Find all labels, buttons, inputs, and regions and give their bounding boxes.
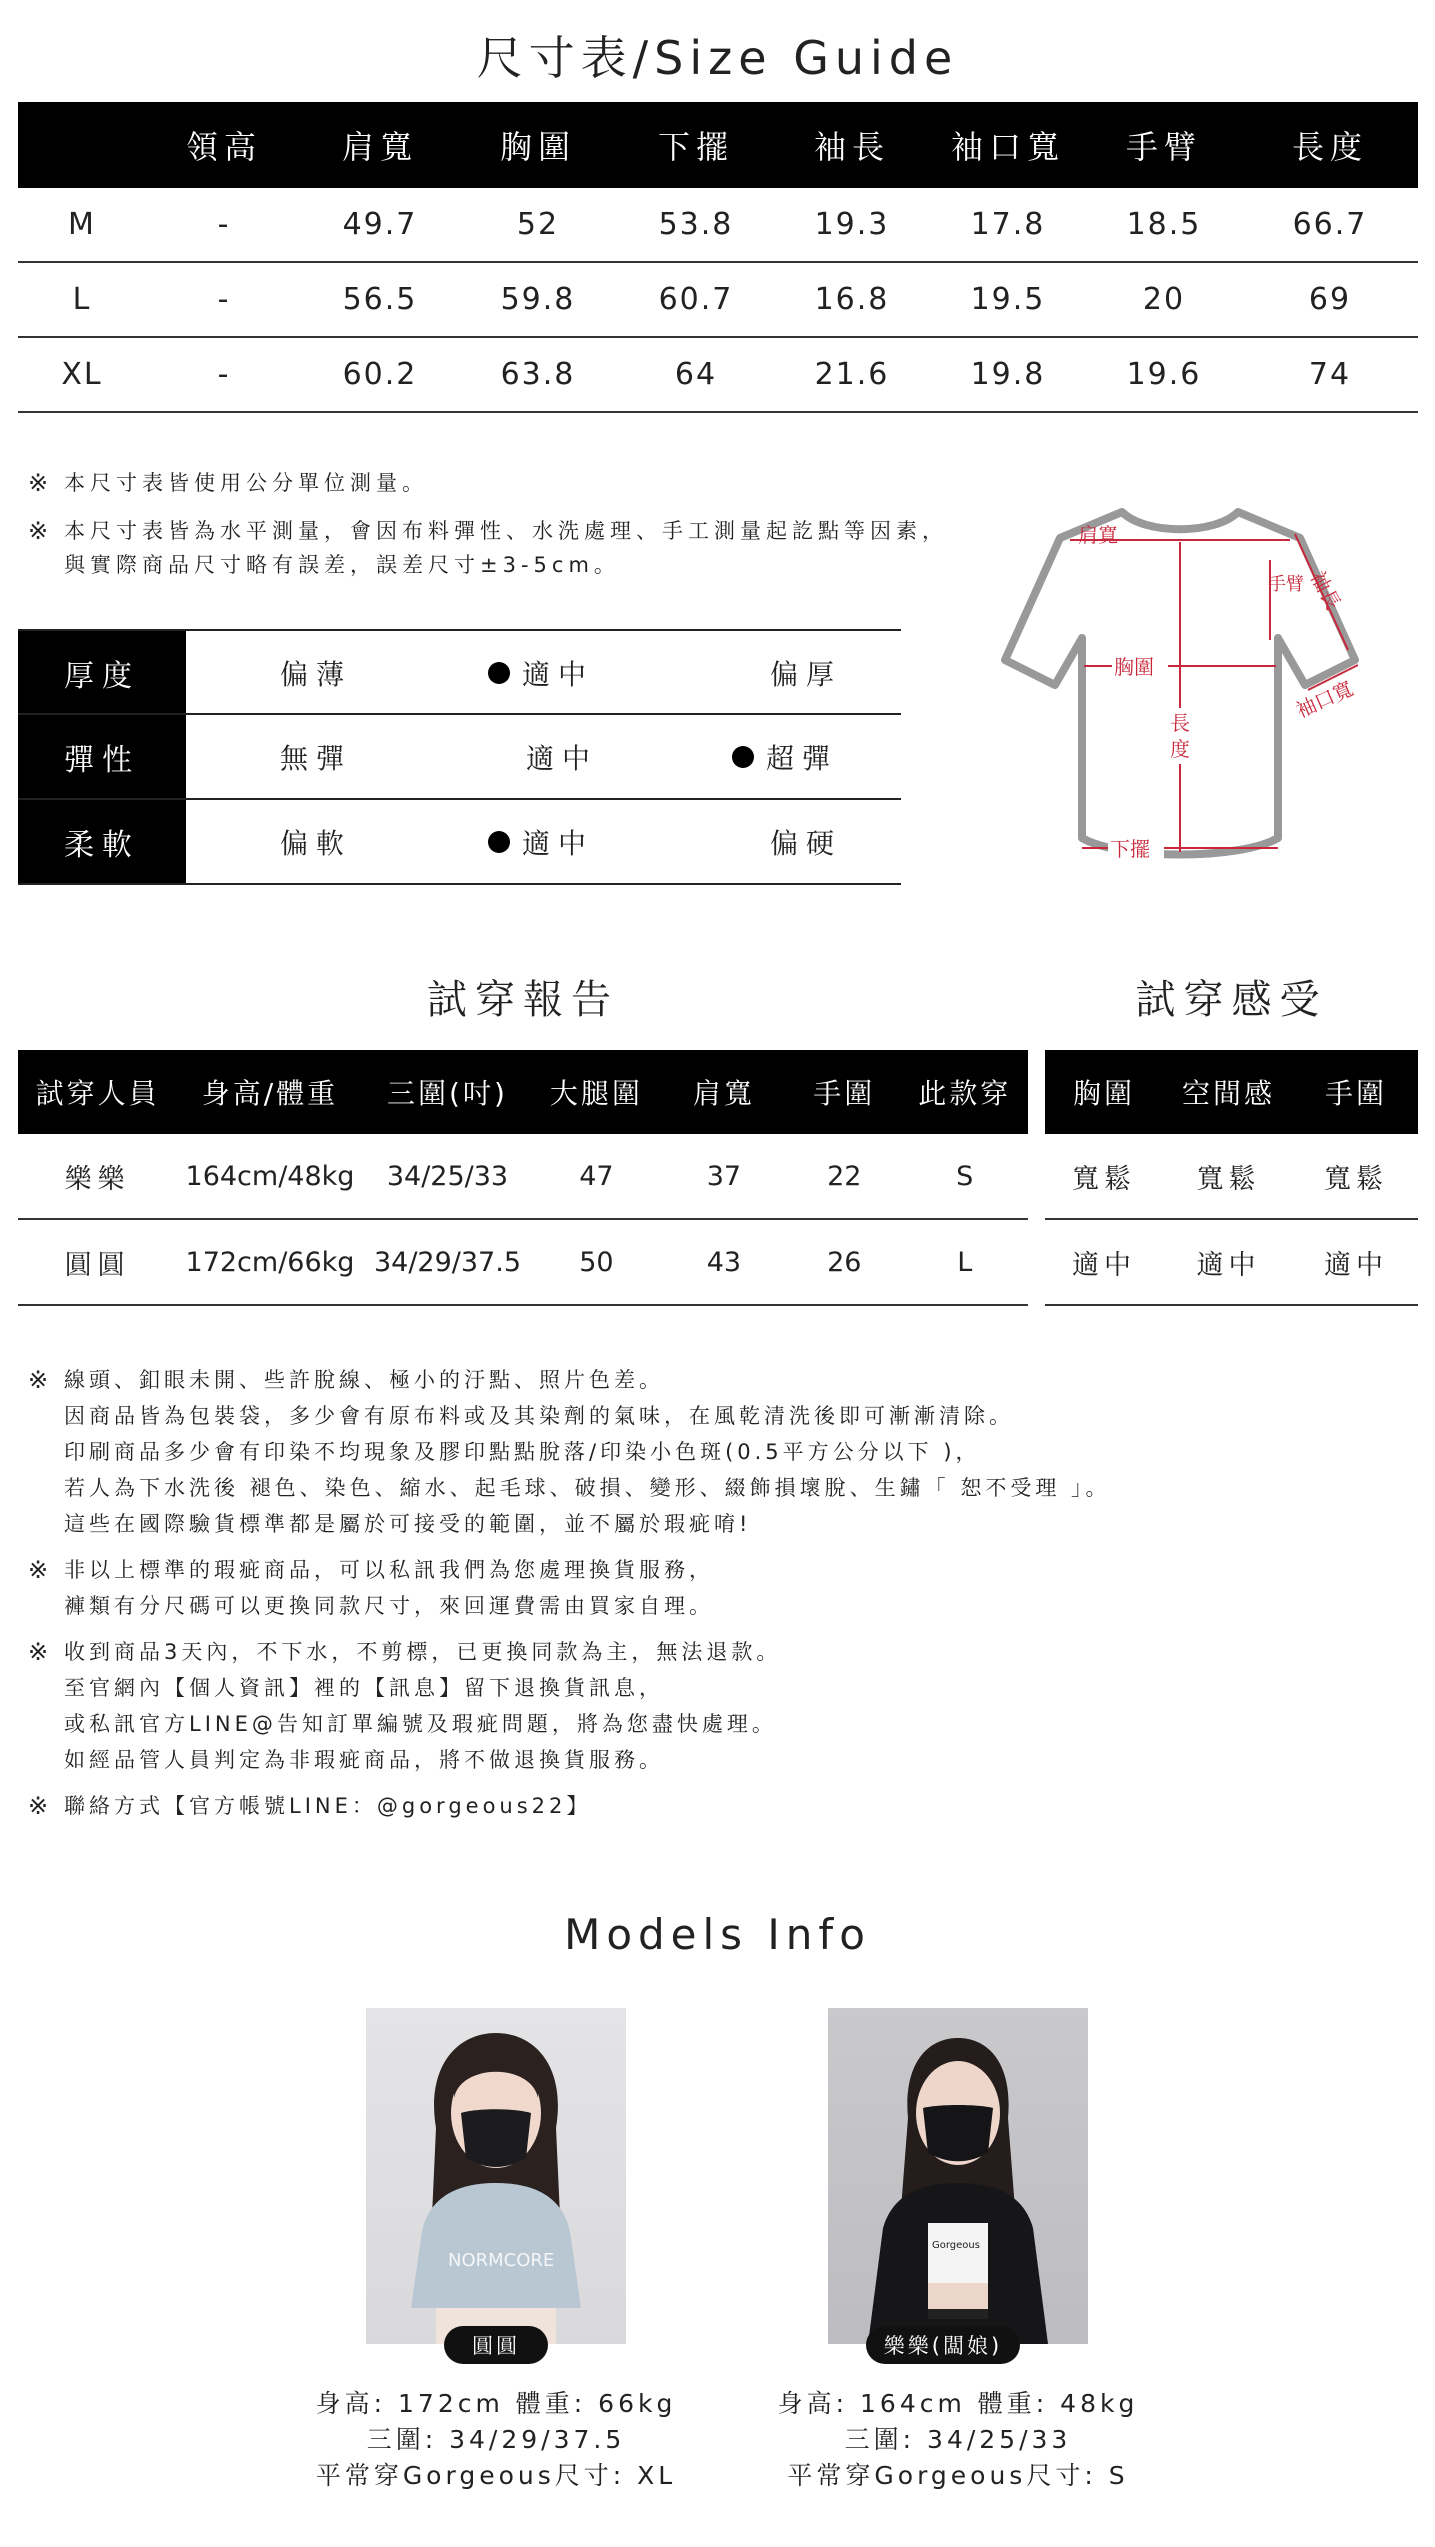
table-row xyxy=(1045,1219,1418,1305)
policy-line: 非以上標準的瑕疵商品，可以私訊我們為您處理換貨服務， xyxy=(64,1558,714,1582)
table-cell: 19.6 xyxy=(1086,337,1242,412)
measure-note-1 xyxy=(28,466,428,500)
model-height-weight: 身高: 172cm 體重: 66kg xyxy=(315,2389,677,2418)
note-mark: ※ xyxy=(28,1792,53,1820)
attr-option-selected xyxy=(488,631,594,714)
attr-option xyxy=(280,715,352,798)
table-cell: 59.8 xyxy=(458,262,618,337)
attr-label: 彈性 xyxy=(18,715,186,798)
try-header-cell: 此款穿 xyxy=(901,1050,1028,1134)
diagram-label-length: 長度 xyxy=(1170,711,1190,761)
policy-line: 收到商品3天內，不下水，不剪標，已更換同款為主，無法退款。 xyxy=(64,1640,782,1664)
table-cell: 49.7 xyxy=(302,188,458,262)
size-header-cell: 肩寬 xyxy=(302,102,458,188)
table-cell: 18.5 xyxy=(1086,188,1242,262)
attr-label: 厚度 xyxy=(18,631,186,714)
diagram-label-shoulder: 肩寬 xyxy=(1078,523,1118,547)
model-tag-1: 圓圓 xyxy=(444,2326,548,2364)
note-mark: ※ xyxy=(28,469,54,497)
attr-option-text: 適中 xyxy=(526,741,599,775)
tshirt-measure-diagram xyxy=(970,490,1390,890)
attr-row-thickness xyxy=(18,629,901,714)
table-row xyxy=(18,1219,1028,1305)
feel-header-cell: 胸圍 xyxy=(1045,1050,1163,1134)
feel-header-cell: 手圍 xyxy=(1294,1050,1418,1134)
model-usual-size: 平常穿Gorgeous尺寸: XL xyxy=(315,2461,677,2490)
table-cell: 適中 xyxy=(1045,1219,1163,1305)
try-report-table xyxy=(18,1050,1028,1306)
policy-group xyxy=(28,1788,1111,1824)
table-cell: 19.8 xyxy=(930,337,1086,412)
table-cell: 19.5 xyxy=(930,262,1086,337)
table-cell: 60.2 xyxy=(302,337,458,412)
attr-option xyxy=(770,631,842,714)
table-cell: 47 xyxy=(532,1134,661,1219)
table-cell: 16.8 xyxy=(774,262,930,337)
table-cell: 172cm/66kg xyxy=(177,1219,363,1305)
attr-option-text: 無彈 xyxy=(280,741,353,775)
attr-option xyxy=(280,800,352,883)
attr-option-text: 偏硬 xyxy=(770,826,843,860)
size-header-cell: 下擺 xyxy=(618,102,774,188)
policy-line: 或私訊官方LINE@告知訂單編號及瑕疵問題，將為您盡快處理。 xyxy=(64,1712,777,1736)
note-text: 本尺寸表皆為水平測量，會因布料彈性、水洗處理、手工測量起訖點等因素， xyxy=(64,519,948,543)
policy-line: 如經品管人員判定為非瑕疵商品，將不做退換貨服務。 xyxy=(64,1748,664,1772)
policy-line: 因商品皆為包裝袋，多少會有原布料或及其染劑的氣味，在風乾清洗後即可漸漸清除。 xyxy=(64,1404,1014,1428)
try-header-cell: 手圍 xyxy=(787,1050,901,1134)
size-guide-title: 尺寸表/Size Guide xyxy=(476,31,959,85)
diagram-label-arm: 手臂 xyxy=(1268,574,1304,595)
attr-label: 柔軟 xyxy=(18,800,186,883)
model-usual-size: 平常穿Gorgeous尺寸: S xyxy=(787,2461,1129,2490)
diagram-label-sleeve: 袖長 xyxy=(1305,567,1346,614)
try-feel-table xyxy=(1045,1050,1418,1306)
note-text: 與實際商品尺寸略有誤差，誤差尺寸±3-5cm。 xyxy=(64,553,620,577)
attr-option-text: 偏薄 xyxy=(280,657,353,691)
policy-notes xyxy=(28,1362,1111,1834)
table-cell: 圓圓 xyxy=(18,1219,177,1305)
attr-option-text: 適中 xyxy=(522,657,595,691)
attr-option-text: 適中 xyxy=(522,826,595,860)
policy-group xyxy=(28,1362,1111,1542)
feel-header-cell: 空間感 xyxy=(1163,1050,1294,1134)
attr-row-softness xyxy=(18,798,901,885)
try-header-cell: 試穿人員 xyxy=(18,1050,177,1134)
attr-option-selected xyxy=(488,800,594,883)
table-cell: - xyxy=(146,262,302,337)
size-label-cell: XL xyxy=(18,337,146,412)
attr-option-text: 偏軟 xyxy=(280,826,353,860)
model-info-1 xyxy=(256,2386,736,2494)
try-header-cell: 身高/體重 xyxy=(177,1050,363,1134)
table-cell: 19.3 xyxy=(774,188,930,262)
model-info-2 xyxy=(718,2386,1198,2494)
diagram-label-chest: 胸圍 xyxy=(1114,655,1154,679)
size-header-cell: 手臂 xyxy=(1086,102,1242,188)
policy-line: 印刷商品多少會有印染不均現象及膠印點點脫落/印染小色斑(0.5平方公分以下 )， xyxy=(64,1440,981,1464)
size-header-cell: 袖口寬 xyxy=(930,102,1086,188)
note-text: 本尺寸表皆使用公分單位測量。 xyxy=(64,471,428,495)
model-photo-2 xyxy=(828,2008,1088,2344)
table-cell: 50 xyxy=(532,1219,661,1305)
attr-row-elasticity xyxy=(18,713,901,798)
table-cell: 22 xyxy=(787,1134,901,1219)
table-cell: - xyxy=(146,188,302,262)
attr-option-selected xyxy=(732,715,838,798)
note-mark: ※ xyxy=(28,517,54,545)
note-mark: ※ xyxy=(28,1638,53,1666)
attr-option-text: 偏厚 xyxy=(770,657,843,691)
table-cell: 60.7 xyxy=(618,262,774,337)
table-cell: 21.6 xyxy=(774,337,930,412)
models-title: Models Info xyxy=(564,1910,871,1959)
try-header-cell: 三圍(吋) xyxy=(363,1050,532,1134)
size-table xyxy=(18,102,1418,413)
policy-line: 若人為下水洗後 褪色、染色、縮水、起毛球、破損、變形、綴飾損壞脫、生鏽「 恕不受理 」。 xyxy=(64,1476,1111,1500)
table-cell: 寬鬆 xyxy=(1294,1134,1418,1219)
table-cell: 53.8 xyxy=(618,188,774,262)
policy-group xyxy=(28,1552,1111,1624)
try-feel-title: 試穿感受 xyxy=(1135,977,1328,1023)
table-row xyxy=(18,188,1418,262)
try-report-header xyxy=(18,1050,1028,1134)
shirt-print: NORMCORE xyxy=(448,2250,555,2271)
size-table-header xyxy=(18,102,1418,188)
size-header-cell: 袖長 xyxy=(774,102,930,188)
table-cell: 17.8 xyxy=(930,188,1086,262)
note-mark: ※ xyxy=(28,1556,53,1584)
table-cell: 37 xyxy=(661,1134,788,1219)
table-cell: 64 xyxy=(618,337,774,412)
attr-option xyxy=(526,715,598,798)
try-header-cell: 肩寬 xyxy=(661,1050,788,1134)
try-header-cell: 大腿圍 xyxy=(532,1050,661,1134)
table-cell: 適中 xyxy=(1163,1219,1294,1305)
table-cell: 寬鬆 xyxy=(1163,1134,1294,1219)
attr-option xyxy=(770,800,842,883)
attr-option xyxy=(280,631,352,714)
table-cell: 寬鬆 xyxy=(1045,1134,1163,1219)
table-cell: 20 xyxy=(1086,262,1242,337)
selected-dot-icon xyxy=(732,746,754,768)
table-cell: 63.8 xyxy=(458,337,618,412)
table-row xyxy=(18,1134,1028,1219)
table-cell: 52 xyxy=(458,188,618,262)
size-header-cell: 長度 xyxy=(1242,102,1418,188)
table-cell: 164cm/48kg xyxy=(177,1134,363,1219)
try-feel-header xyxy=(1045,1050,1418,1134)
table-cell: S xyxy=(901,1134,1028,1219)
table-row xyxy=(18,337,1418,412)
model-height-weight: 身高: 164cm 體重: 48kg xyxy=(777,2389,1139,2418)
model-measurements: 三圍: 34/25/33 xyxy=(844,2425,1072,2454)
size-header-cell xyxy=(18,102,146,188)
selected-dot-icon xyxy=(488,662,510,684)
size-label-cell: L xyxy=(18,262,146,337)
table-cell: 34/25/33 xyxy=(363,1134,532,1219)
table-row xyxy=(18,262,1418,337)
size-label-cell: M xyxy=(18,188,146,262)
model-measurements: 三圍: 34/29/37.5 xyxy=(366,2425,626,2454)
attr-option-text: 超彈 xyxy=(766,741,839,775)
table-cell: 56.5 xyxy=(302,262,458,337)
policy-line: 線頭、釦眼未開、些許脫線、極小的汙點、照片色差。 xyxy=(64,1368,664,1392)
diagram-label-hem: 下擺 xyxy=(1110,837,1150,861)
table-cell: 74 xyxy=(1242,337,1418,412)
policy-line: 褲類有分尺碼可以更換同款尺寸，來回運費需由買家自理。 xyxy=(64,1594,714,1618)
model-photo-1 xyxy=(366,2008,626,2344)
table-cell: 66.7 xyxy=(1242,188,1418,262)
note-mark: ※ xyxy=(28,1366,53,1394)
policy-line: 這些在國際驗貨標準都是屬於可接受的範圍，並不屬於瑕疵唷! xyxy=(64,1512,752,1536)
policy-group xyxy=(28,1634,1111,1778)
table-cell: - xyxy=(146,337,302,412)
table-cell: 26 xyxy=(787,1219,901,1305)
shirt-print: Gorgeous xyxy=(932,2240,980,2251)
table-cell: 34/29/37.5 xyxy=(363,1219,532,1305)
table-cell: 43 xyxy=(661,1219,788,1305)
size-header-cell: 領高 xyxy=(146,102,302,188)
policy-line-contact: 聯絡方式【官方帳號LINE：@gorgeous22】 xyxy=(64,1794,592,1818)
table-cell: 69 xyxy=(1242,262,1418,337)
policy-line: 至官網內【個人資訊】裡的【訊息】留下退換貨訊息， xyxy=(64,1676,664,1700)
model-tag-2: 樂樂(闆娘) xyxy=(866,2326,1020,2364)
table-cell: 適中 xyxy=(1294,1219,1418,1305)
selected-dot-icon xyxy=(488,831,510,853)
table-cell: 樂樂 xyxy=(18,1134,177,1219)
table-row xyxy=(1045,1134,1418,1219)
measure-note-2 xyxy=(28,514,948,582)
size-header-cell: 胸圍 xyxy=(458,102,618,188)
table-cell: L xyxy=(901,1219,1028,1305)
try-report-title: 試穿報告 xyxy=(427,977,619,1023)
diagram-label-cuff: 袖口寬 xyxy=(1292,676,1357,723)
